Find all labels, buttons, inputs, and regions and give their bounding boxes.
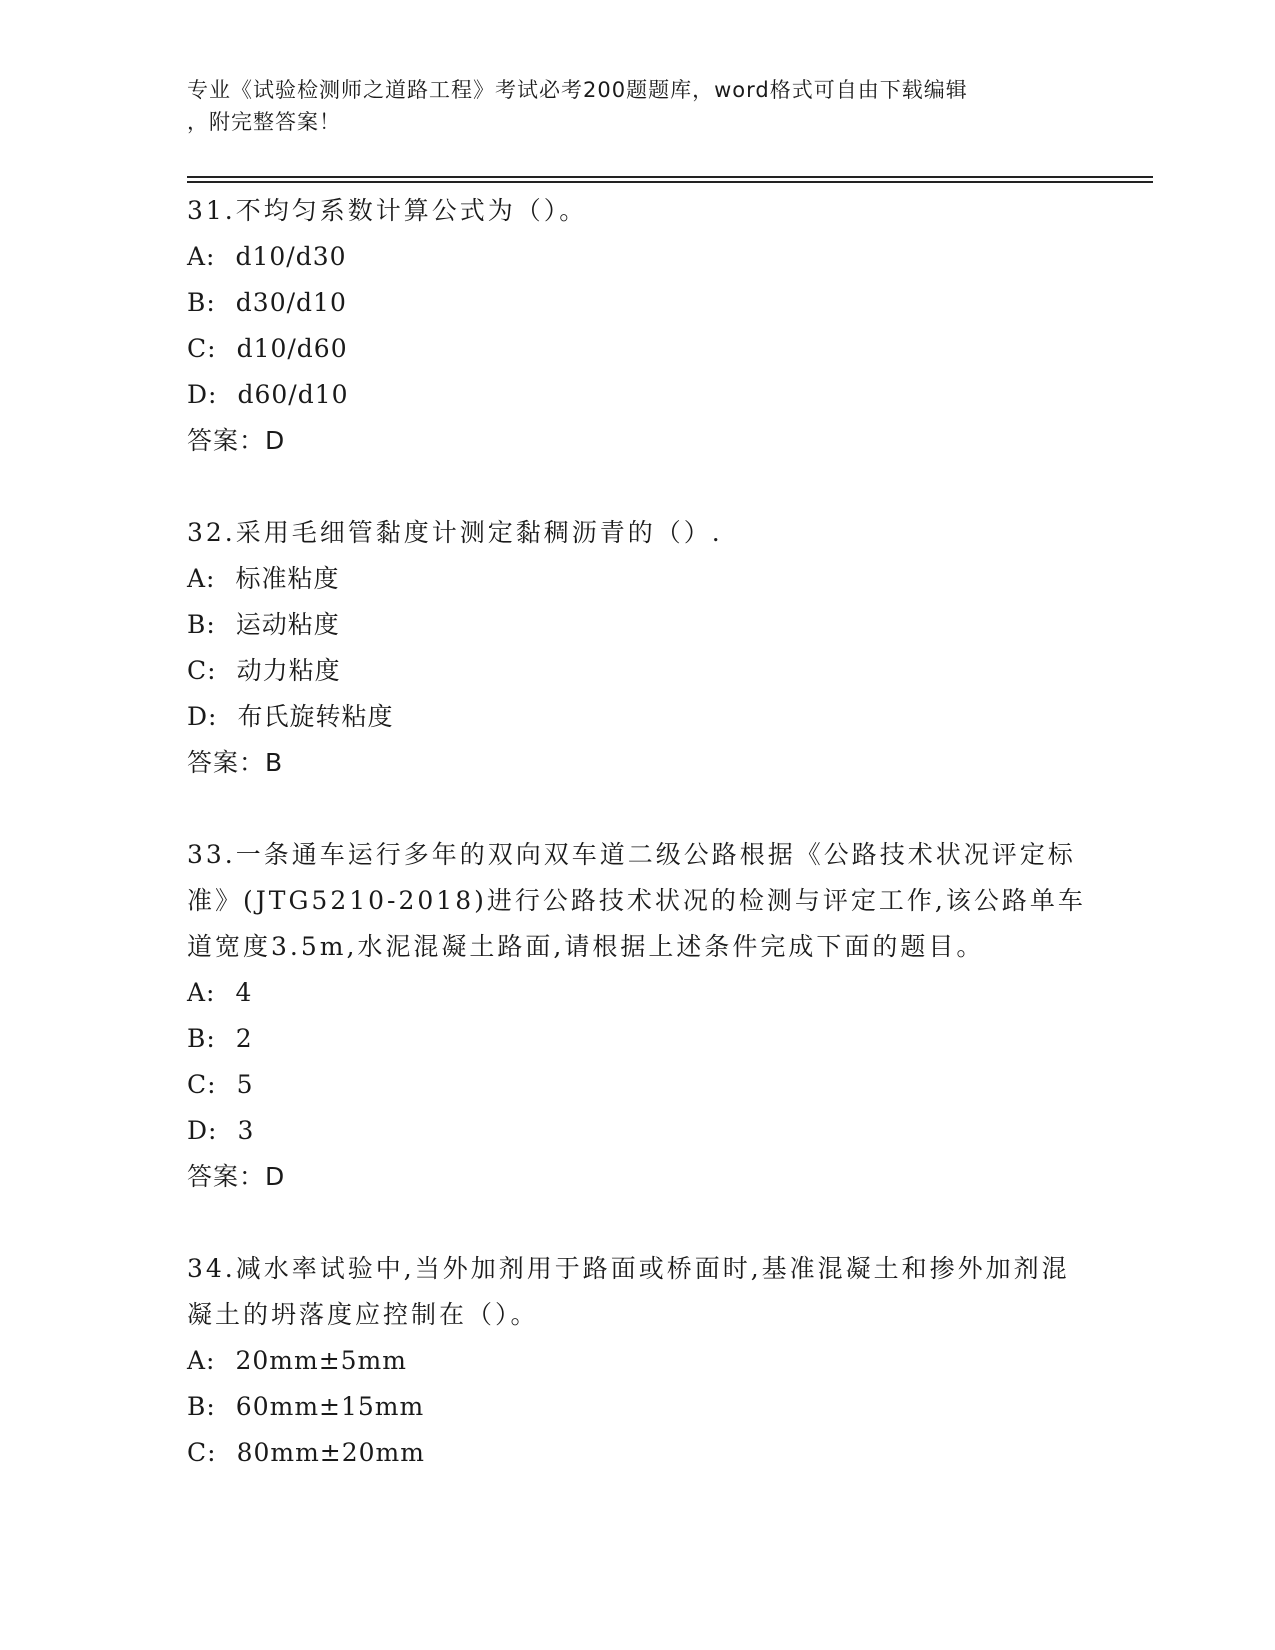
question-item <box>187 1246 1087 1476</box>
option-letter: B: <box>187 1024 216 1053</box>
header-title-line-1: 专业《试验检测师之道路工程》考试必考200题题库，word格式可自由下载编辑 <box>187 78 968 102</box>
option-text: 60mm±15mm <box>235 1392 425 1421</box>
option-d <box>187 1108 1087 1154</box>
option-text: 4 <box>235 978 253 1007</box>
option-letter: B: <box>187 610 216 639</box>
question-list <box>187 188 1087 1522</box>
option-letter: A: <box>187 242 216 271</box>
option-letter: C: <box>187 656 217 685</box>
answer-line: 答案：D <box>187 1162 286 1191</box>
option-text: 5 <box>236 1070 254 1099</box>
question-item <box>187 188 1087 464</box>
option-a <box>187 970 1087 1016</box>
option-letter: B: <box>187 1392 216 1421</box>
option-letter: A: <box>187 1346 216 1375</box>
option-text: d10/d60 <box>236 334 348 363</box>
option-text: 布氏旋转粘度 <box>237 702 394 731</box>
option-b <box>187 602 1087 648</box>
option-c <box>187 1430 1087 1476</box>
option-letter: A: <box>187 978 216 1007</box>
option-letter: C: <box>187 334 217 363</box>
option-text: 标准粘度 <box>235 564 340 593</box>
option-c <box>187 326 1087 372</box>
option-text: d30/d10 <box>235 288 347 317</box>
option-text: d60/d10 <box>237 380 349 409</box>
option-b <box>187 1016 1087 1062</box>
option-letter: C: <box>187 1070 217 1099</box>
option-text: 动力粘度 <box>236 656 341 685</box>
option-text: d10/d30 <box>235 242 347 271</box>
option-a <box>187 234 1087 280</box>
option-letter: C: <box>187 1438 217 1467</box>
option-b <box>187 1384 1087 1430</box>
option-b <box>187 280 1087 326</box>
header-divider-bottom <box>187 181 1153 183</box>
option-letter: D: <box>187 1116 218 1145</box>
option-letter: D: <box>187 702 218 731</box>
question-text: 33.一条通车运行多年的双向双车道二级公路根据《公路技术状况评定标准》(JTG5210-2018)进行公路技术状况的检测与评定工作,该公路单车道宽度3.5m,水泥混凝土路面,请根据上述条件完成下面的题目。 <box>187 840 1086 961</box>
option-letter: B: <box>187 288 216 317</box>
header-title-line-2: ，附完整答案！ <box>187 110 341 134</box>
option-d <box>187 372 1087 418</box>
option-c <box>187 1062 1087 1108</box>
answer-line: 答案：D <box>187 426 286 455</box>
option-a <box>187 556 1087 602</box>
option-d <box>187 694 1087 740</box>
option-text: 运动粘度 <box>235 610 340 639</box>
question-item <box>187 832 1087 1200</box>
option-letter: A: <box>187 564 216 593</box>
question-text: 34.减水率试验中,当外加剂用于路面或桥面时,基准混凝土和掺外加剂混凝土的坍落度应控制在（）。 <box>187 1254 1070 1329</box>
document-header <box>187 74 1087 138</box>
question-text: 31.不均匀系数计算公式为（）。 <box>187 196 588 225</box>
option-text: 3 <box>237 1116 255 1145</box>
option-text: 20mm±5mm <box>235 1346 407 1375</box>
option-letter: D: <box>187 380 218 409</box>
option-text: 80mm±20mm <box>236 1438 425 1467</box>
option-c <box>187 648 1087 694</box>
header-divider-top <box>187 176 1153 178</box>
answer-line: 答案：B <box>187 748 284 777</box>
question-item <box>187 510 1087 786</box>
option-text: 2 <box>235 1024 253 1053</box>
question-text: 32.采用毛细管黏度计测定黏稠沥青的（）. <box>187 518 723 547</box>
option-a <box>187 1338 1087 1384</box>
